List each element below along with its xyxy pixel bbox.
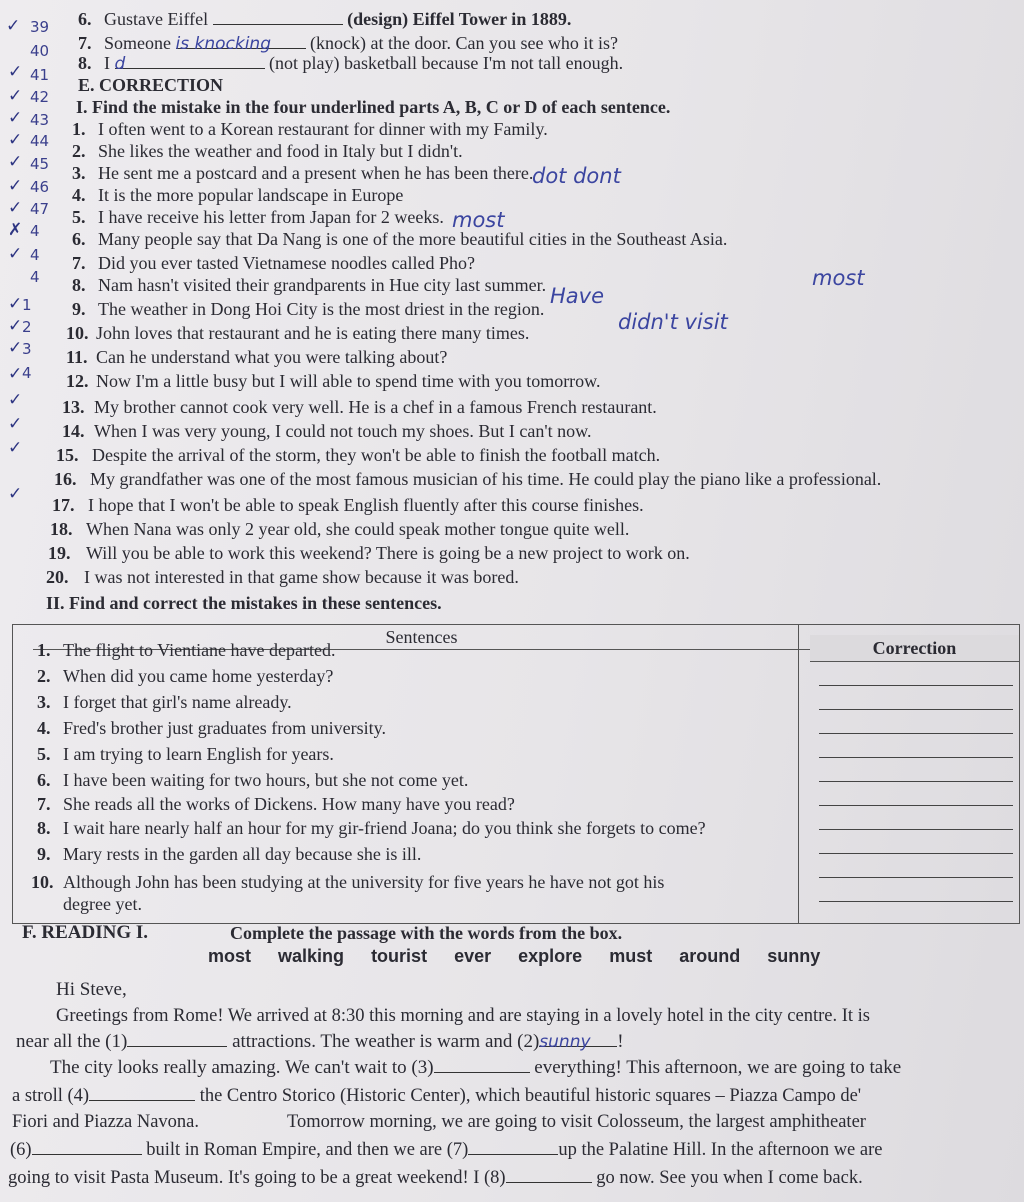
sentence-item	[72, 206, 444, 228]
passage-text: the Centro Storico (Historic Center), which beautiful historic squares – Piazza Campo de'	[195, 1086, 862, 1106]
sentence-number: 3.	[72, 163, 86, 183]
sentence-number: 17.	[52, 495, 75, 515]
row-number: 6.	[37, 770, 51, 790]
correction-answer-line[interactable]	[819, 781, 1013, 782]
row-text: I wait hare nearly half an hour for my gir-friend Joana; do you think she forgets to come?	[63, 818, 706, 838]
margin-marks	[0, 0, 70, 520]
word-box-item: must	[609, 946, 653, 966]
margin-number: 47	[30, 200, 50, 218]
passage-text: built in Roman Empire, and then we are (7)	[141, 1140, 469, 1160]
sentence-number: 16.	[54, 469, 77, 489]
row-text: Fred's brother just graduates from university.	[63, 718, 387, 738]
check-mark-icon: ✓	[8, 198, 23, 218]
row-number: 3.	[37, 692, 51, 712]
sentence-number: 12.	[66, 371, 89, 391]
section-title: F. READING I.	[22, 922, 148, 943]
margin-number: 2	[22, 318, 32, 336]
table-row	[37, 639, 336, 661]
passage-text: a stroll (4)	[12, 1086, 90, 1106]
margin-number: 1	[22, 296, 32, 314]
passage-line	[12, 1084, 861, 1108]
passage-text: going to visit Pasta Museum. It's going to be a great weekend! I (8)	[8, 1168, 506, 1188]
sentence-text: She likes the weather and food in Italy but I didn't.	[98, 141, 463, 161]
passage-line	[12, 1110, 866, 1134]
sentence-text: He sent me a postcard and a present when he has been there.	[98, 163, 534, 183]
sentence-item	[72, 140, 463, 162]
sentence-number: 2.	[72, 141, 86, 161]
table-row	[37, 665, 333, 687]
exercise-item	[78, 52, 623, 74]
row-number: 7.	[37, 794, 51, 814]
gap-blank-8[interactable]	[506, 1166, 592, 1183]
sentence-item	[72, 118, 548, 140]
check-mark-icon: ✓	[8, 414, 23, 434]
column-divider	[798, 625, 799, 923]
part-title: I. Find the mistake in the four underlined parts A, B, C or D of each sentence.	[76, 97, 671, 117]
correction-answer-line[interactable]	[819, 853, 1013, 854]
row-number: 5.	[37, 744, 51, 764]
correction-answer-line[interactable]	[819, 829, 1013, 830]
passage-line	[50, 1056, 901, 1080]
sentence-item	[66, 346, 447, 368]
passage-text: The city looks really amazing. We can't wait to (3)	[50, 1057, 434, 1078]
check-mark-icon: ✓	[8, 62, 23, 82]
margin-number: 43	[30, 111, 50, 129]
sentence-text: When Nana was only 2 year old, she could speak mother tongue quite well.	[86, 519, 630, 539]
check-mark-icon: ✓	[8, 316, 23, 336]
sentence-text: Can he understand what you were talking about?	[96, 347, 448, 367]
passage-text: Tomorrow morning, we are going to visit Colosseum, the largest amphitheater	[287, 1112, 866, 1132]
row-text: Mary rests in the garden all day because she is ill.	[63, 844, 422, 864]
table-row	[31, 871, 664, 893]
gap-blank-2[interactable]	[539, 1030, 617, 1052]
row-number: 8.	[37, 818, 51, 838]
correction-answer-line[interactable]	[819, 757, 1013, 758]
check-mark-icon: ✓	[8, 108, 23, 128]
exercise-item	[78, 32, 618, 54]
column-header-sentences: Sentences	[33, 625, 810, 650]
sentence-text: I have receive his letter from Japan for 2 weeks.	[98, 207, 444, 227]
gap-blank-7[interactable]	[468, 1138, 558, 1155]
margin-number: 39	[30, 18, 50, 36]
sentence-text: My grandfather was one of the most famous musician of his time. He could play the piano like a professional.	[90, 469, 882, 489]
exercise-item	[78, 8, 571, 30]
margin-number: 3	[22, 340, 32, 358]
item-text: (knock) at the door. Can you see who it is?	[310, 33, 618, 53]
table-row	[37, 743, 334, 765]
handwritten-note: dot dont	[532, 164, 621, 188]
margin-number: 40	[30, 42, 50, 60]
sentence-number: 20.	[46, 567, 69, 587]
gap-blank-3[interactable]	[434, 1056, 530, 1073]
check-mark-icon: ✓	[8, 338, 23, 358]
item-text: I	[104, 53, 110, 73]
gap-blank-1[interactable]	[127, 1030, 227, 1047]
sentence-item	[72, 252, 475, 274]
row-number: 10.	[31, 872, 54, 892]
item-text: Gustave Eiffel	[104, 9, 209, 29]
sentence-item	[48, 542, 690, 564]
handwritten-note: didn't visit	[618, 310, 728, 334]
sentence-text: Now I'm a little busy but I will able to spend time with you tomorrow.	[96, 371, 601, 391]
check-mark-icon: ✓	[8, 294, 23, 314]
table-row	[37, 817, 706, 839]
passage-text: attractions. The weather is warm and (2)	[227, 1031, 540, 1052]
item-number: 6.	[78, 9, 92, 29]
passage-text: Greetings from Rome! We arrived at 8:30 this morning and are staying in a lovely hotel in the city centre. It is	[56, 1006, 871, 1026]
answer-blank[interactable]	[175, 32, 306, 54]
word-box-item: most	[208, 946, 252, 966]
row-number: 2.	[37, 666, 51, 686]
correction-answer-line[interactable]	[819, 685, 1013, 686]
sentence-item	[72, 228, 727, 250]
sentence-number: 5.	[72, 207, 86, 227]
part-title: II. Find and correct the mistakes in these sentences.	[46, 593, 442, 613]
passage-text: up the Palatine Hill. In the afternoon we are	[558, 1140, 883, 1160]
sentence-item	[72, 162, 533, 184]
sentence-number: 18.	[50, 519, 73, 539]
table-row	[37, 691, 292, 713]
passage-line	[16, 1030, 624, 1054]
passage-text: Fiori and Piazza Navona.	[12, 1112, 199, 1132]
sentence-text: It is the more popular landscape in Europe	[98, 185, 404, 205]
sentence-text: I was not interested in that game show because it was bored.	[84, 567, 519, 587]
letter-greeting: Hi Steve,	[56, 979, 127, 1000]
sentence-item	[66, 370, 601, 392]
handwritten-note: most	[812, 266, 865, 290]
correction-answer-line[interactable]	[819, 733, 1013, 734]
row-number: 9.	[37, 844, 51, 864]
sentence-text: When I was very young, I could not touch my shoes. But I can't now.	[94, 421, 592, 441]
passage-line	[10, 1138, 882, 1162]
sentence-number: 9.	[72, 299, 86, 319]
sentence-item	[54, 468, 881, 490]
sentence-number: 15.	[56, 445, 79, 465]
check-mark-icon: ✓	[8, 484, 23, 504]
sentence-number: 4.	[72, 185, 86, 205]
sentence-number: 10.	[66, 323, 89, 343]
sentence-number: 11.	[66, 347, 88, 367]
correction-answer-line[interactable]	[819, 709, 1013, 710]
margin-number: 45	[30, 155, 50, 173]
sentence-number: 8.	[72, 275, 86, 295]
item-number: 8.	[78, 53, 92, 73]
sentence-item	[50, 518, 629, 540]
margin-number: 41	[30, 66, 50, 84]
row-text: Although John has been studying at the university for five years he have not got his	[63, 872, 665, 892]
passage-text: near all the (1)	[16, 1031, 128, 1052]
margin-number: 4	[30, 246, 40, 264]
margin-number: 4	[30, 268, 40, 286]
margin-number: 44	[30, 132, 50, 150]
table-row	[37, 793, 515, 815]
item-text: (design) Eiffel Tower in 1889.	[347, 9, 572, 29]
cross-mark-icon: ✗	[8, 220, 23, 240]
handwritten-note: most	[452, 208, 505, 232]
passage-line	[56, 1004, 870, 1028]
row-text: The flight to Vientiane have departed.	[63, 640, 336, 660]
word-box	[208, 946, 842, 967]
margin-number: 4	[22, 364, 32, 382]
passage-text: go now. See you when I come back.	[591, 1168, 863, 1188]
row-number: 1.	[37, 640, 51, 660]
column-header-correction: Correction	[810, 635, 1019, 662]
row-text: I have been waiting for two hours, but she not come yet.	[63, 770, 469, 790]
item-text: (not play) basketball because I'm not tall enough.	[269, 53, 624, 73]
word-box-item: walking	[278, 946, 345, 966]
sentence-item	[62, 396, 657, 418]
handwritten-answer: is knocking	[175, 34, 271, 54]
table-row	[37, 717, 386, 739]
passage-text: everything! This afternoon, we are going to take	[529, 1057, 902, 1078]
correction-answer-line[interactable]	[819, 877, 1013, 878]
answer-blank[interactable]	[213, 8, 343, 25]
sentence-item	[72, 298, 544, 320]
item-number: 7.	[78, 33, 92, 53]
table-row	[31, 893, 142, 915]
row-text: I forget that girl's name already.	[63, 692, 292, 712]
handwritten-answer: sunny	[539, 1032, 591, 1052]
sentence-number: 13.	[62, 397, 85, 417]
row-number: 4.	[37, 718, 51, 738]
sentence-text: I hope that I won't be able to speak English fluently after this course finishes.	[88, 495, 644, 515]
item-text: Someone	[104, 33, 171, 53]
sentence-number: 19.	[48, 543, 71, 563]
sentence-text: Will you be able to work this weekend? There is going be a new project to work on.	[86, 543, 690, 563]
check-mark-icon: ✓	[8, 364, 23, 384]
correction-table	[12, 624, 1020, 924]
sentence-text: Nam hasn't visited their grandparents in Hue city last summer.	[98, 275, 547, 295]
check-mark-icon: ✓	[8, 86, 23, 106]
sentence-text: My brother cannot cook very well. He is a chef in a famous French restaurant.	[94, 397, 657, 417]
sentence-text: Despite the arrival of the storm, they won't be able to finish the football match.	[92, 445, 661, 465]
sentence-number: 7.	[72, 253, 86, 273]
section-instruction: Complete the passage with the words from the box.	[230, 923, 623, 943]
sentence-item	[46, 566, 519, 588]
word-box-item: tourist	[371, 946, 428, 966]
row-text: She reads all the works of Dickens. How many have you read?	[63, 794, 515, 814]
check-mark-icon: ✓	[8, 176, 23, 196]
check-mark-icon: ✓	[8, 130, 23, 150]
word-box-item: sunny	[767, 946, 821, 966]
sentence-item	[72, 274, 546, 296]
sentence-item	[56, 444, 660, 466]
passage-line	[8, 1166, 863, 1190]
sentence-item	[66, 322, 529, 344]
word-box-item: explore	[518, 946, 583, 966]
sentence-text: Many people say that Da Nang is one of the more beautiful cities in the Southeast Asia.	[98, 229, 728, 249]
passage-text: !	[617, 1031, 624, 1052]
row-text: When did you came home yesterday?	[63, 666, 334, 686]
row-text: I am trying to learn English for years.	[63, 744, 334, 764]
sentence-number: 14.	[62, 421, 85, 441]
gap-blank-6[interactable]	[32, 1138, 142, 1155]
word-box-item: ever	[454, 946, 492, 966]
check-mark-icon: ✓	[8, 438, 23, 458]
check-mark-icon: ✓	[8, 390, 23, 410]
sentence-text: John loves that restaurant and he is eating there many times.	[96, 323, 530, 343]
sentence-item	[62, 420, 591, 442]
margin-number: 46	[30, 178, 50, 196]
sentence-text: I often went to a Korean restaurant for dinner with my Family.	[98, 119, 548, 139]
table-row	[37, 843, 421, 865]
correction-answer-line[interactable]	[819, 805, 1013, 806]
sentence-number: 1.	[72, 119, 86, 139]
check-mark-icon: ✓	[6, 16, 21, 36]
correction-answer-line[interactable]	[819, 901, 1013, 902]
sentence-text: The weather in Dong Hoi City is the most driest in the region.	[98, 299, 545, 319]
check-mark-icon: ✓	[8, 244, 23, 264]
table-row	[37, 769, 468, 791]
handwritten-answer: d	[114, 54, 126, 74]
sentence-item	[52, 494, 644, 516]
answer-blank[interactable]	[114, 52, 265, 74]
handwritten-note: Have	[550, 284, 605, 308]
sentence-text: Did you ever tasted Vietnamese noodles called Pho?	[98, 253, 475, 273]
sentence-item	[72, 184, 403, 206]
passage-text: (6)	[10, 1140, 32, 1160]
section-title: E. CORRECTION	[78, 75, 224, 95]
sentence-number: 6.	[72, 229, 86, 249]
margin-number: 4	[30, 222, 40, 240]
gap-blank-4[interactable]	[89, 1084, 195, 1101]
row-text: degree yet.	[63, 894, 142, 914]
word-box-item: around	[679, 946, 741, 966]
check-mark-icon: ✓	[8, 152, 23, 172]
margin-number: 42	[30, 88, 50, 106]
